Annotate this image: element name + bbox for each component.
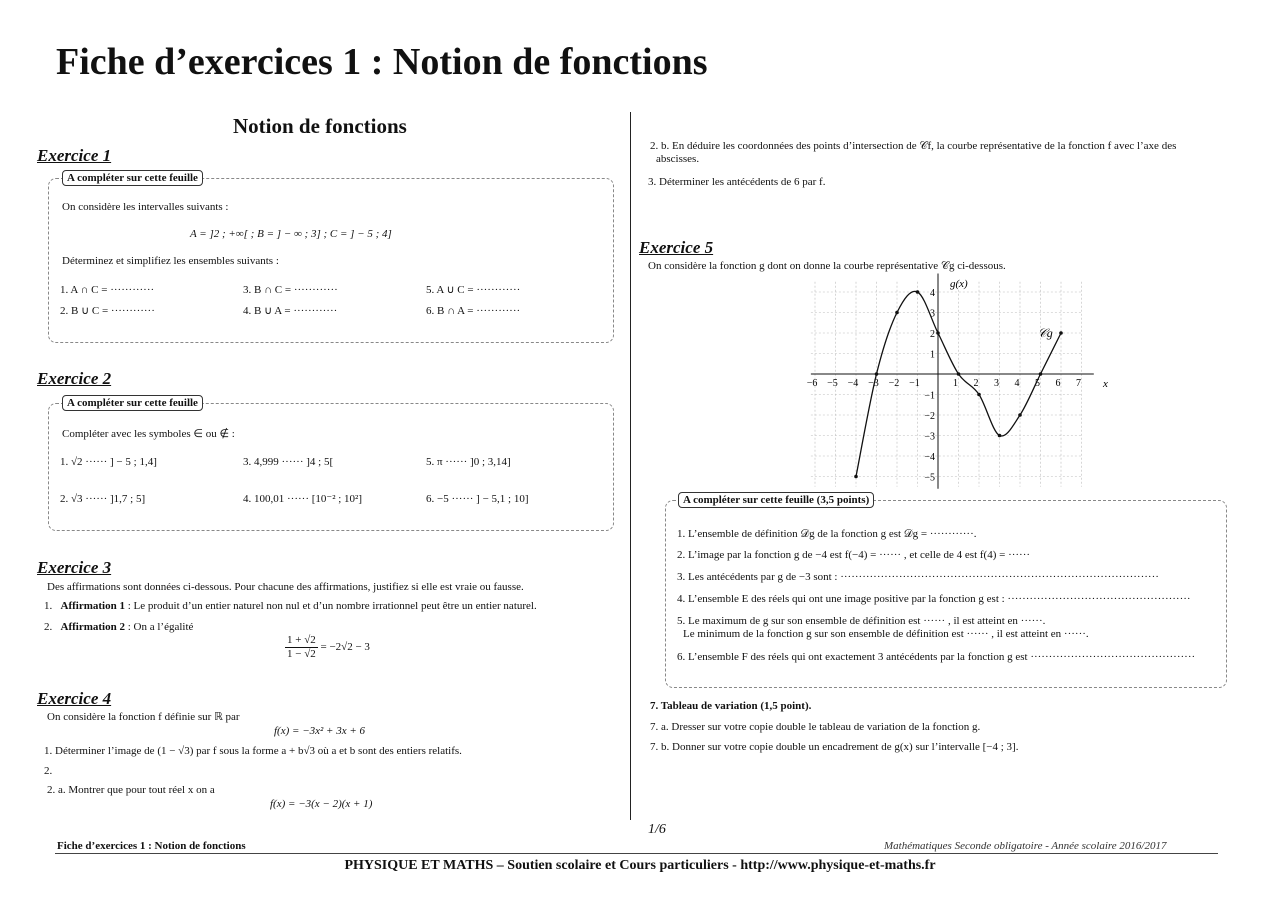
x-tick-label: −2 [888, 378, 900, 389]
curve-point [936, 331, 940, 335]
footer-right: Mathématiques Seconde obligatoire - Année scolaire 2016/2017 [884, 840, 1167, 852]
exercise-5-item: 6. L’ensemble F des réels qui ont exactement 3 antécédents par la fonction g est ············································· [677, 651, 1196, 663]
exercise-3-affirmation-1: 1. Affirmation 1 : Le produit d’un entier naturel non nul et d’un nombre irrationnel peut être un entier naturel. [44, 600, 537, 612]
x-tick-label: −6 [806, 378, 818, 389]
exercise-5-intro: On considère la fonction g dont on donne la courbe représentative 𝒞g ci-dessous. [648, 260, 1006, 272]
exercise-1-item: 1. A ∩ C = ············ [60, 284, 155, 296]
exercise-5-heading: Exercice 5 [639, 238, 714, 257]
exercise-5-item: 1. L’ensemble de définition 𝒟g de la fonction g est 𝒟g = ············. [677, 528, 977, 540]
exercise-5-q7b: 7. b. Donner sur votre copie double un encadrement de g(x) sur l’intervalle [−4 ; 3]. [650, 741, 1019, 753]
exercise-2-item: 6. −5 ······ ] − 5,1 ; 10] [426, 493, 529, 505]
curve-point [957, 372, 961, 376]
equation-numerator: 1 + √2 [287, 634, 316, 646]
footer-left: Fiche d’exercices 1 : Notion de fonctions [57, 840, 246, 852]
exercise-5-item: 2. L’image par la fonction g de −4 est f(−4) = ······ , et celle de 4 est f(4) = ······ [677, 549, 1031, 561]
footer-rule [55, 853, 1218, 854]
exercise-3-heading: Exercice 3 [37, 558, 112, 577]
exercise-2-item: 1. √2 ······ ] − 5 ; 1,4] [60, 456, 157, 468]
exercise-4-q2a: 2. a. Montrer que pour tout réel x on a [47, 784, 215, 796]
page-number: 1/6 [648, 822, 666, 837]
affirmation-2-label: Affirmation 2 [60, 621, 125, 633]
exercise-3-affirmation-2: 2. Affirmation 2 : On a l’égalité [44, 621, 194, 633]
equation-rhs: = −2√2 − 3 [320, 641, 370, 654]
curve-point [916, 290, 920, 294]
y-tick-label: 3 [930, 308, 935, 320]
curve-point [998, 434, 1002, 438]
curve-point [895, 311, 899, 315]
y-tick-label: −5 [924, 472, 935, 484]
exercise-1-intervals: A = ]2 ; +∞[ ; B = ] − ∞ ; 3] ; C = ] − 5 ; 4] [190, 228, 392, 240]
exercise-1-item: 5. A ∪ C = ············ [426, 284, 521, 296]
exercise-1-item: 4. B ∪ A = ············ [243, 305, 338, 317]
exercise-1-item: 3. B ∩ C = ············ [243, 284, 338, 296]
exercise-1-intro: On considère les intervalles suivants : [62, 201, 229, 213]
x-tick-label: −3 [868, 378, 879, 389]
y-tick-label: 4 [930, 288, 935, 299]
exercise-5-q7a: 7. a. Dresser sur votre copie double le tableau de variation de la fonction g. [650, 721, 981, 733]
y-tick-label: 2 [930, 329, 935, 340]
exercise-2-item: 3. 4,999 ······ ]4 ; 5[ [243, 456, 334, 468]
exercise-5-item: 5. Le maximum de g sur son ensemble de définition est ······ , il est atteint en ······. [677, 615, 1046, 627]
exercise-2-item: 4. 100,01 ······ [10⁻² ; 10²] [243, 493, 363, 505]
exercise-2-heading: Exercice 2 [37, 369, 112, 388]
exercise-2-prompt: Compléter avec les symboles ∈ ou ∉ : [62, 428, 235, 440]
exercise-4-q2: 2. [44, 765, 53, 777]
exercise-5-tag: A compléter sur cette feuille (3,5 points) [678, 492, 874, 508]
exercise-1-prompt: Déterminez et simplifiez les ensembles suivants : [62, 255, 279, 267]
footer-banner: PHYSIQUE ET MATHS – Soutien scolaire et Cours particuliers - http://www.physique-et-maths.fr [344, 858, 936, 873]
curve-point [1018, 413, 1022, 417]
exercise-2-item: 5. π ······ ]0 ; 3,14] [426, 456, 511, 468]
graph-tick-labels [807, 288, 1081, 484]
exercise-2-item: 2. √3 ······ ]1,7 ; 5] [60, 493, 146, 505]
exercise-1-item: 6. B ∩ A = ············ [426, 305, 521, 317]
affirmation-1-text: : Le produit d’un entier naturel non nul et d’un nombre irrationnel peut être un entier naturel. [124, 600, 537, 612]
curve-point [1059, 331, 1063, 335]
exercise-4-formula: f(x) = −3x² + 3x + 6 [274, 725, 366, 737]
exercise-5-q7: 7. Tableau de variation (1,5 point). [650, 700, 812, 712]
y-tick-label: −4 [924, 452, 935, 463]
y-tick-label: 1 [930, 349, 935, 361]
exercise-1-item: 2. B ∪ C = ············ [60, 305, 155, 317]
exercise-1-tag: A compléter sur cette feuille [62, 170, 203, 186]
exercise-5-item: 4. L’ensemble E des réels qui ont une image positive par la fonction g est : ·················································· [677, 593, 1191, 605]
x-tick-label: 1 [953, 378, 958, 389]
exercise-4-heading: Exercice 4 [37, 689, 112, 708]
curve-point [977, 393, 981, 397]
x-tick-label: −1 [909, 378, 920, 389]
exercise-4-q2b: 2. b. En déduire les coordonnées des points d’intersection de 𝒞f, la courbe représentative de la fonction f avec l’axe des [650, 140, 1177, 152]
exercise-1-heading: Exercice 1 [37, 146, 112, 165]
affirmation-1-label: Affirmation 1 [60, 600, 125, 612]
x-tick-label: 4 [1014, 378, 1020, 389]
equation-denominator: 1 − √2 [287, 648, 316, 660]
exercise-4-q1: 1. Déterminer l’image de (1 − √3) par f sous la forme a + b√3 où a et b sont des entiers relatifs. [44, 745, 462, 757]
x-axis-label: x [1103, 378, 1108, 390]
y-axis-label: g(x) [950, 278, 968, 290]
curve-point [854, 475, 858, 479]
exercise-3-intro: Des affirmations sont données ci-dessous. Pour chacune des affirmations, justifiez si elle est vraie ou fausse. [47, 581, 524, 593]
exercise-5-item: Le minimum de la fonction g sur son ensemble de définition est ······ , il est atteint en ······. [683, 628, 1089, 640]
x-tick-label: −5 [827, 378, 838, 389]
exercise-4-q2b-cont: abscisses. [656, 153, 700, 165]
curve-point [875, 372, 879, 376]
curve-label: 𝒞g [1038, 326, 1053, 340]
x-tick-label: 3 [994, 378, 999, 389]
x-tick-label: 6 [1055, 378, 1061, 389]
exercise-3-equation [285, 634, 370, 661]
y-tick-label: −2 [924, 411, 935, 422]
curve-point [1039, 372, 1043, 376]
x-tick-label: 7 [1076, 378, 1081, 389]
x-tick-label: −4 [847, 378, 859, 389]
exercise-4-q3: 3. Déterminer les antécédents de 6 par f. [648, 176, 826, 188]
exercise-4-formula-2: f(x) = −3(x − 2)(x + 1) [270, 798, 373, 810]
exercise-5-item: 3. Les antécédents par g de −3 sont : ······················································································· [677, 571, 1159, 583]
function-graph [806, 272, 1110, 492]
page-title: Fiche d’exercices 1 : Notion de fonctions [56, 41, 708, 83]
y-tick-label: −1 [924, 390, 935, 402]
column-divider [630, 112, 631, 820]
y-tick-label: −3 [924, 431, 935, 443]
exercise-4-intro: On considère la fonction f définie sur ℝ par [47, 711, 240, 723]
section-title: Notion de fonctions [233, 114, 407, 138]
x-tick-label: 2 [973, 378, 979, 389]
x-tick-label: 5 [1035, 378, 1040, 389]
affirmation-2-text: : On a l’égalité [124, 621, 194, 633]
exercise-2-tag: A compléter sur cette feuille [62, 395, 203, 411]
